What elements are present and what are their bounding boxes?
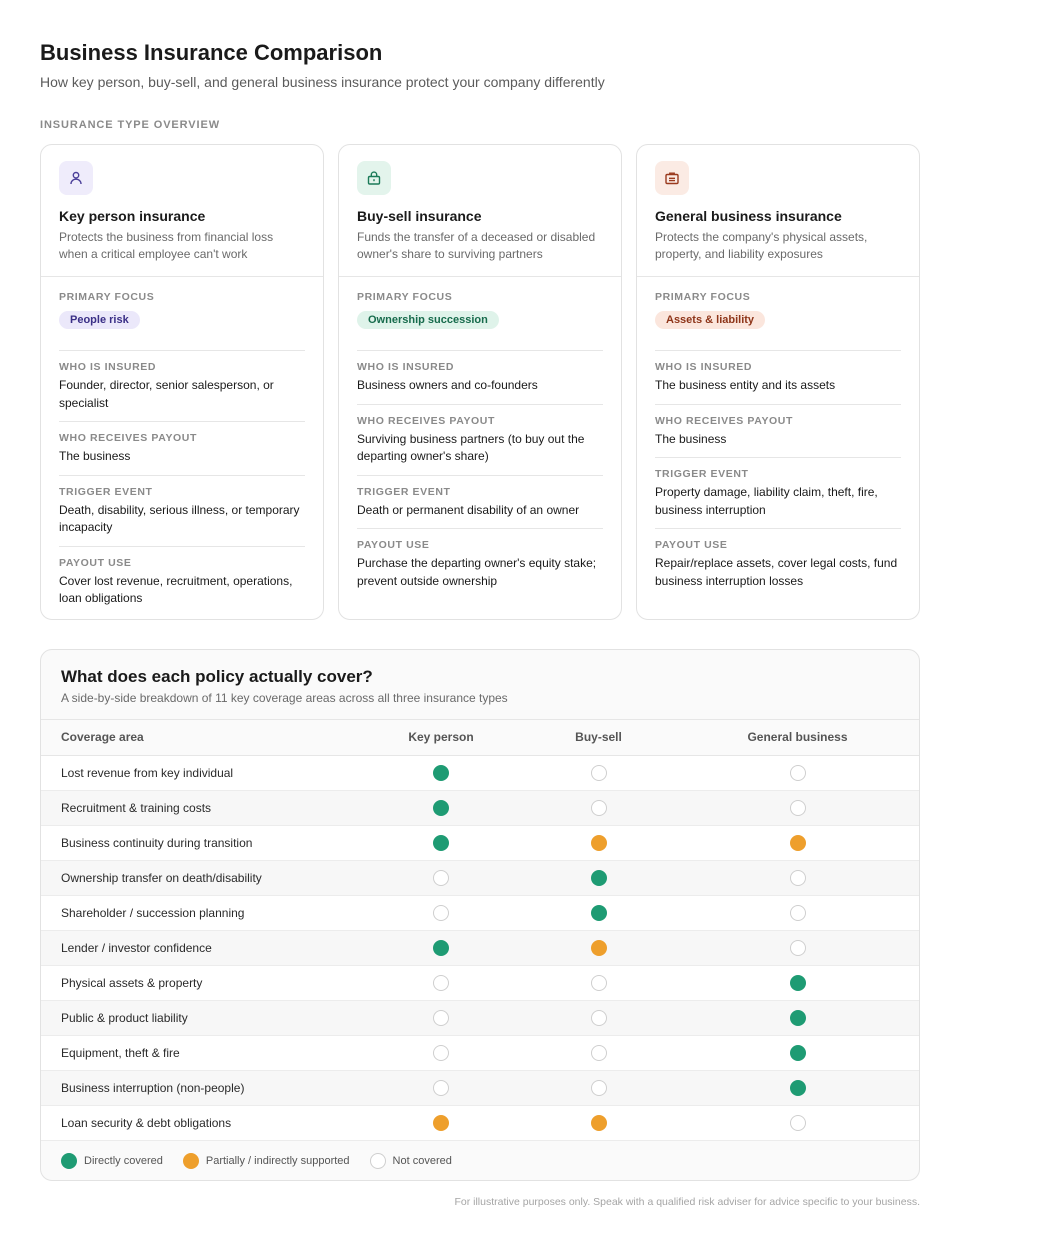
card-field-label: PAYOUT USE [655, 539, 728, 551]
coverage-full-dot [790, 1045, 806, 1061]
card-field-label: WHO IS INSURED [59, 361, 157, 373]
coverage-none-dot [433, 1010, 449, 1026]
coverage-none-dot [790, 905, 806, 921]
primary-focus-label: PRIMARY FOCUS [357, 291, 453, 303]
coverage-area-cell: Public & product liability [41, 1000, 361, 1035]
card-title: Key person insurance [59, 208, 206, 224]
coverage-cell [676, 1035, 919, 1070]
coverage-full-dot [790, 1080, 806, 1096]
coverage-none-dot [433, 1045, 449, 1061]
card-field-value: The business [655, 431, 727, 446]
coverage-cell [521, 965, 676, 1000]
coverage-full-dot [591, 905, 607, 921]
coverage-cell [361, 860, 521, 895]
coverage-cell [521, 930, 676, 965]
card-field-value: Business owners and co-founders [357, 378, 538, 392]
coverage-cell [521, 895, 676, 930]
card-body [339, 277, 621, 599]
primary-focus-label: PRIMARY FOCUS [655, 291, 751, 303]
card-field-label: TRIGGER EVENT [59, 485, 153, 498]
card-field-label: PAYOUT USE [357, 539, 430, 551]
coverage-none-dot [790, 870, 806, 886]
primary-focus-pill: Assets & liability [655, 311, 765, 329]
card-field-value: Founder, director, senior salesperson, or specialist [59, 378, 274, 410]
coverage-cell [521, 860, 676, 895]
coverage-cell [676, 895, 919, 930]
table-row [41, 790, 919, 825]
coverage-cell [676, 930, 919, 965]
table-row [41, 895, 919, 930]
column-header-buy-sell: Buy-sell [521, 720, 676, 755]
coverage-cell [361, 755, 521, 790]
coverage-none-dot [433, 905, 449, 921]
primary-focus-label: PRIMARY FOCUS [59, 291, 155, 303]
primary-focus [357, 290, 603, 351]
card-field-value: The business [59, 449, 131, 463]
card-field-value: Repair/replace assets, cover legal costs, fund business interruption losses [655, 556, 898, 588]
card-field-value: Purchase the departing owner's equity stake; prevent outside ownership [357, 556, 597, 588]
insurance-card [636, 144, 920, 620]
card-field [59, 422, 305, 476]
primary-focus-pill: Ownership succession [357, 311, 499, 329]
coverage-title: What does each policy actually cover? [61, 667, 373, 686]
coverage-cell [361, 1070, 521, 1105]
coverage-none-dot [591, 975, 607, 991]
coverage-legend [41, 1141, 919, 1181]
insurance-card [40, 144, 324, 620]
coverage-area-cell: Business interruption (non-people) [41, 1070, 361, 1105]
coverage-cell [361, 1000, 521, 1035]
card-title: Buy-sell insurance [357, 208, 482, 224]
legend-label: Directly covered [84, 1154, 163, 1167]
card-field [357, 405, 603, 476]
coverage-area-cell: Lender / investor confidence [41, 930, 361, 965]
card-field [357, 351, 603, 405]
footnote: For illustrative purposes only. Speak with a qualified risk adviser for advice specific to your business. [454, 1196, 920, 1208]
coverage-cell [361, 1105, 521, 1140]
table-row [41, 1035, 919, 1070]
insurance-card [338, 144, 622, 620]
coverage-cell [521, 755, 676, 790]
card-field-value: Surviving business partners (to buy out the departing owner's share) [357, 431, 585, 463]
coverage-table [41, 720, 919, 1141]
legend-item [370, 1153, 452, 1169]
coverage-none-dot [790, 800, 806, 816]
column-header-coverage-area: Coverage area [41, 720, 361, 755]
coverage-full-dot [433, 940, 449, 956]
coverage-none-dot [790, 765, 806, 781]
coverage-area-cell: Business continuity during transition [41, 825, 361, 860]
legend-full-dot [61, 1153, 77, 1169]
coverage-none-dot [790, 1115, 806, 1131]
card-field-label: TRIGGER EVENT [655, 468, 749, 480]
table-row [41, 1000, 919, 1035]
card-field [59, 547, 305, 617]
legend-item [61, 1153, 163, 1169]
coverage-none-dot [433, 975, 449, 991]
coverage-area-cell: Ownership transfer on death/disability [41, 860, 361, 895]
coverage-panel [40, 649, 920, 1181]
coverage-cell [521, 825, 676, 860]
coverage-none-dot [591, 800, 607, 816]
coverage-none-dot [433, 870, 449, 886]
table-row [41, 755, 919, 790]
coverage-cell [676, 1000, 919, 1035]
legend-label: Partially / indirectly supported [205, 1154, 350, 1167]
coverage-full-dot [790, 975, 806, 991]
legend-none-dot [370, 1153, 386, 1169]
coverage-full-dot [433, 835, 449, 851]
card-field [655, 529, 901, 599]
coverage-area-cell: Shareholder / succession planning [41, 895, 361, 930]
legend-item [183, 1153, 350, 1169]
coverage-full-dot [591, 870, 607, 886]
page-title: Business Insurance Comparison [40, 40, 383, 65]
person-icon [59, 161, 93, 195]
table-row [41, 860, 919, 895]
card-field-label: WHO RECEIVES PAYOUT [59, 432, 198, 444]
lock-icon [357, 161, 391, 195]
card-field-value: Death or permanent disability of an owner [357, 502, 580, 517]
card-field-value: Cover lost revenue, recruitment, operations, loan obligations [59, 573, 293, 605]
coverage-area-cell: Loan security & debt obligations [41, 1105, 361, 1140]
column-header-general-business: General business [676, 720, 919, 755]
coverage-cell [676, 965, 919, 1000]
card-field [655, 405, 901, 459]
coverage-cell [521, 1105, 676, 1140]
coverage-cell [361, 825, 521, 860]
card-body [637, 277, 919, 599]
card-field [59, 351, 305, 422]
coverage-none-dot [591, 1010, 607, 1026]
card-field [59, 476, 305, 547]
coverage-none-dot [591, 765, 607, 781]
coverage-partial-dot [591, 940, 607, 956]
coverage-none-dot [790, 940, 806, 956]
coverage-table-header-row [41, 720, 919, 755]
card-description: Protects the company's physical assets, property, and liability exposures [655, 230, 868, 261]
table-row [41, 1070, 919, 1105]
briefcase-icon [655, 161, 689, 195]
coverage-cell [676, 1070, 919, 1105]
coverage-table-body [41, 755, 919, 1140]
coverage-area-cell: Physical assets & property [41, 965, 361, 1000]
insurance-cards [40, 144, 920, 620]
card-description: Funds the transfer of a deceased or disabled owner's share to surviving partners [357, 230, 596, 261]
card-field [655, 351, 901, 405]
card-field-label: PAYOUT USE [59, 556, 132, 569]
card-body [41, 277, 323, 617]
card-field-value: Death, disability, serious illness, or temporary incapacity [59, 502, 300, 534]
card-description: Protects the business from financial loss when a critical employee can't work [59, 230, 274, 261]
coverage-cell [676, 860, 919, 895]
coverage-cell [521, 790, 676, 825]
table-row [41, 930, 919, 965]
coverage-none-dot [433, 1080, 449, 1096]
coverage-cell [361, 930, 521, 965]
coverage-cell [676, 790, 919, 825]
coverage-none-dot [591, 1080, 607, 1096]
legend-partial-dot [183, 1153, 199, 1169]
coverage-partial-dot [591, 835, 607, 851]
table-row [41, 1105, 919, 1140]
coverage-cell [521, 1000, 676, 1035]
coverage-area-cell: Recruitment & training costs [41, 790, 361, 825]
card-field-label: WHO IS INSURED [357, 361, 455, 373]
coverage-header [41, 650, 919, 720]
primary-focus [655, 290, 901, 351]
coverage-area-cell: Equipment, theft & fire [41, 1035, 361, 1070]
card-field [357, 476, 603, 530]
coverage-full-dot [433, 765, 449, 781]
coverage-cell [676, 825, 919, 860]
card-field [357, 529, 603, 599]
legend-label: Not covered [392, 1154, 452, 1167]
coverage-partial-dot [790, 835, 806, 851]
coverage-partial-dot [433, 1115, 449, 1131]
coverage-full-dot [790, 1010, 806, 1026]
coverage-cell [361, 965, 521, 1000]
table-row [41, 825, 919, 860]
coverage-area-cell: Lost revenue from key individual [41, 755, 361, 790]
card-field-value: Property damage, liability claim, theft, fire, business interruption [655, 485, 878, 517]
coverage-cell [521, 1070, 676, 1105]
coverage-cell [361, 790, 521, 825]
page-subtitle: How key person, buy-sell, and general business insurance protect your company differently [40, 74, 605, 90]
coverage-cell [521, 1035, 676, 1070]
coverage-cell [361, 895, 521, 930]
card-field [655, 458, 901, 529]
coverage-cell [676, 755, 919, 790]
card-field-label: TRIGGER EVENT [357, 485, 451, 498]
column-header-key-person: Key person [361, 720, 521, 755]
coverage-none-dot [591, 1045, 607, 1061]
card-header [41, 145, 323, 277]
coverage-cell [361, 1035, 521, 1070]
primary-focus-pill: People risk [59, 311, 140, 329]
primary-focus [59, 290, 305, 351]
coverage-cell [676, 1105, 919, 1140]
card-field-label: WHO IS INSURED [655, 361, 753, 373]
coverage-subtitle: A side-by-side breakdown of 11 key coverage areas across all three insurance types [61, 691, 508, 705]
coverage-partial-dot [591, 1115, 607, 1131]
coverage-full-dot [433, 800, 449, 816]
card-header [637, 145, 919, 277]
card-field-label: WHO RECEIVES PAYOUT [655, 414, 794, 427]
overview-section-label: INSURANCE TYPE OVERVIEW [40, 119, 221, 131]
card-header [339, 145, 621, 277]
card-field-label: WHO RECEIVES PAYOUT [357, 414, 496, 427]
card-title: General business insurance [655, 208, 842, 224]
table-row [41, 965, 919, 1000]
card-field-value: The business entity and its assets [655, 378, 836, 392]
